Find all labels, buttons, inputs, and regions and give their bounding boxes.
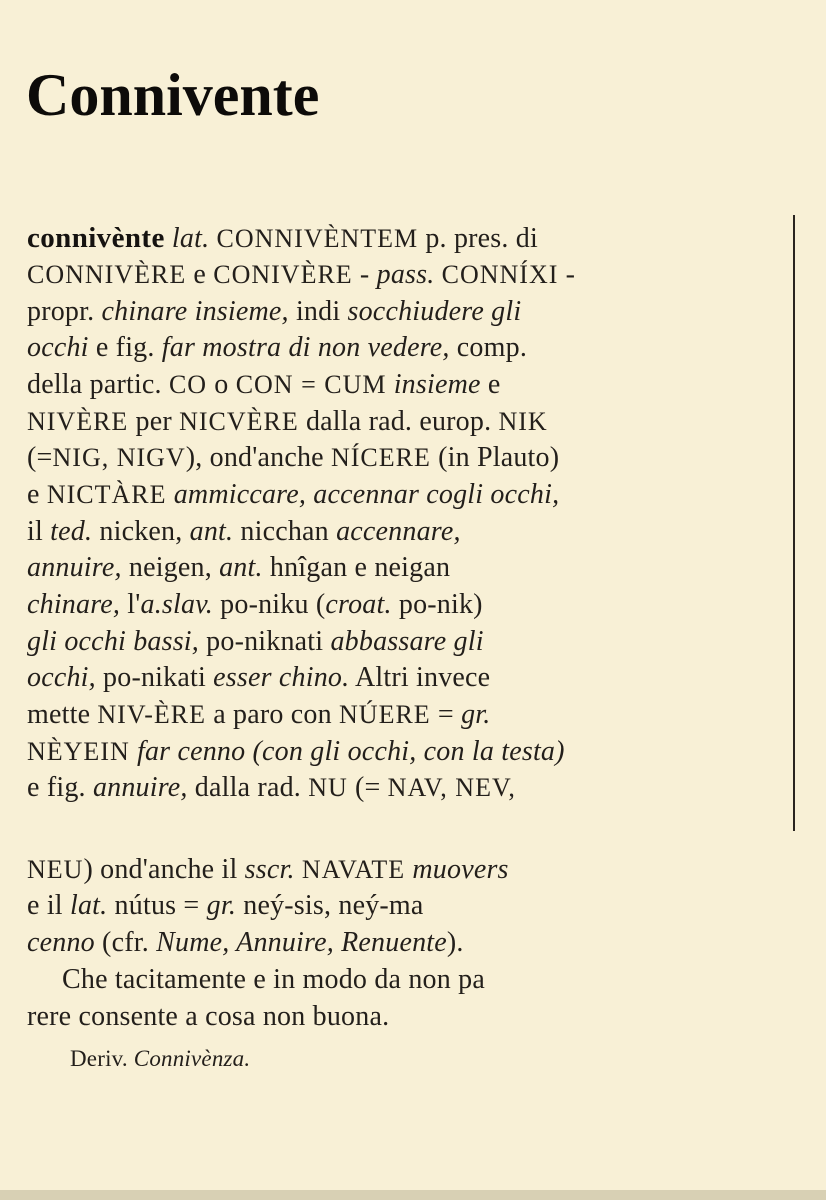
entry-line [27, 624, 484, 660]
entry-text: po-nik) [391, 589, 483, 620]
entry-text: ant. [219, 552, 263, 583]
entry-text: po-niknati [198, 626, 331, 657]
entry-text: propr. [27, 296, 102, 327]
entry-text: ). [446, 927, 464, 958]
entry-line [27, 697, 491, 733]
entry-text: o [207, 369, 236, 400]
entry-text: (= [347, 772, 388, 803]
entry-text: della partic. [27, 369, 169, 400]
entry-text: far mostra di non vedere, [161, 332, 450, 363]
entry-text: esser chino. [213, 662, 350, 693]
entry-text: CO [168, 370, 208, 399]
entry-text: accennare, [336, 516, 461, 547]
entry-text: pass. [376, 259, 435, 290]
entry-text: chinare, [27, 589, 121, 620]
entry-text: nútus = [107, 890, 207, 921]
entry-text: CONNIVÈRE [27, 260, 187, 289]
entry-text: indi [288, 296, 348, 327]
entry-line [70, 1040, 250, 1077]
entry-line [27, 770, 516, 806]
entry-text: NIK [498, 407, 548, 436]
entry-line [27, 925, 464, 961]
entry-text: CON = CUM [235, 370, 387, 399]
entry-text: ant. [189, 516, 234, 547]
entry-text: p. pres. di [418, 223, 538, 254]
entry-text: NÍCERE [330, 443, 431, 472]
entry-text: Che tacitamente e in modo da non pa [62, 964, 485, 995]
entry-text: connivènte [27, 222, 165, 254]
entry-line [27, 852, 509, 888]
entry-line [27, 660, 490, 696]
entry-text: NICTÀRE [46, 480, 167, 509]
entry-text: annuire, [92, 772, 188, 803]
entry-text: muovers [412, 854, 509, 885]
entry-text: a paro con [206, 699, 340, 730]
entry-text: - [558, 259, 576, 290]
entry-text: gr. [206, 890, 237, 921]
entry-text: NIV-ÈRE [97, 700, 206, 729]
entry-text [434, 259, 441, 290]
entry-text: chinare insieme, [101, 296, 289, 327]
entry-text: Deriv. [70, 1046, 134, 1071]
entry-text: (in Plauto) [430, 442, 560, 473]
entry-text: - [352, 259, 377, 290]
entry-line [27, 587, 483, 623]
page-edge-shadow [0, 1190, 826, 1200]
entry-text: NAV, NEV, [387, 773, 516, 802]
entry-text: gli occhi bassi, [27, 626, 199, 657]
entry-line [27, 330, 527, 366]
entry-text: hnîgan e neigan [262, 552, 451, 583]
entry-text: NIVÈRE [27, 407, 129, 436]
entry-line [27, 404, 548, 440]
entry-text: e il [27, 890, 70, 921]
entry-text: (cfr. [94, 927, 157, 958]
entry-text: insieme [393, 369, 481, 400]
entry-line [27, 734, 565, 770]
entry-text: ted. [50, 516, 93, 547]
entry-text: abbassare gli [330, 626, 484, 657]
entry-text: NÚERE [339, 700, 431, 729]
entry-text: neigen, [121, 552, 220, 583]
entry-text: CONNÍXI [441, 260, 559, 289]
entry-text: e [480, 369, 501, 400]
entry-line [27, 999, 389, 1035]
entry-line [27, 514, 461, 550]
entry-text: gr. [461, 699, 491, 730]
entry-text: e fig. [88, 332, 162, 363]
entry-line [27, 440, 559, 476]
entry-text: croat. [325, 589, 392, 620]
entry-text: far cenno (con gli occhi, con la testa) [136, 736, 565, 767]
entry-text: comp. [449, 332, 528, 363]
entry-text [167, 479, 174, 510]
entry-text: Nume, Annuire, Renuente [156, 927, 447, 958]
entry-text: e [186, 259, 214, 290]
entry-text: ), ond'anche [185, 442, 331, 473]
entry-text: lat. [70, 890, 108, 921]
entry-text: nicchan [233, 516, 337, 547]
entry-text: CONNIVÈNTEM [216, 224, 419, 253]
entry-text: occhi [27, 332, 89, 363]
entry-line [27, 550, 450, 586]
entry-line [27, 220, 538, 257]
entry-text: annuire, [27, 552, 122, 583]
entry-text: dalla rad. [187, 772, 309, 803]
entry-text: NU [308, 773, 348, 802]
entry-text: e [27, 479, 47, 510]
entry-line [27, 294, 521, 330]
entry-text: ) ond'anche il [83, 854, 245, 885]
entry-text: (= [27, 442, 53, 473]
entry-line [62, 962, 485, 998]
entry-text [165, 223, 172, 254]
entry-line [27, 257, 575, 293]
entry-text: NAVATE [301, 855, 406, 884]
entry-text: rere consente a cosa non buona. [27, 1001, 390, 1032]
entry-text: NIG, NIGV [52, 443, 186, 472]
entry-text: Connivènza. [133, 1046, 251, 1071]
entry-text: Altri invece [349, 662, 491, 693]
entry-text [295, 854, 302, 885]
entry-text: lat. [171, 223, 210, 254]
entry-text: sscr. [244, 854, 295, 885]
entry-text: NEU [27, 855, 84, 884]
entry-text: cenno [27, 927, 95, 958]
entry-text: e fig. [27, 772, 93, 803]
entry-text: mette [27, 699, 98, 730]
entry-text: socchiudere gli [347, 296, 522, 327]
column-rule [793, 215, 795, 831]
entry-text: NÈYEIN [27, 737, 130, 766]
entry-text: ammiccare, accennar cogli occhi, [173, 479, 560, 510]
entry-text [386, 369, 393, 400]
page-title: Connivente [26, 62, 320, 128]
entry-text: a.slav. [140, 589, 213, 620]
entry-text: po-niku ( [212, 589, 326, 620]
entry-line [27, 477, 559, 513]
entry-text: po-nikati [95, 662, 214, 693]
entry-text: = [430, 699, 462, 730]
entry-text [130, 736, 137, 767]
entry-text: neý-sis, neý-ma [236, 890, 424, 921]
entry-text: l' [120, 589, 141, 620]
entry-text: dalla rad. europ. [298, 406, 499, 437]
entry-text: CONIVÈRE [213, 260, 353, 289]
entry-line [27, 367, 500, 403]
entry-text: il [27, 516, 51, 547]
entry-line [27, 888, 424, 924]
entry-text: NICVÈRE [179, 407, 299, 436]
entry-text: nicken, [92, 516, 190, 547]
entry-text: occhi, [27, 662, 96, 693]
entry-text: per [128, 406, 180, 437]
